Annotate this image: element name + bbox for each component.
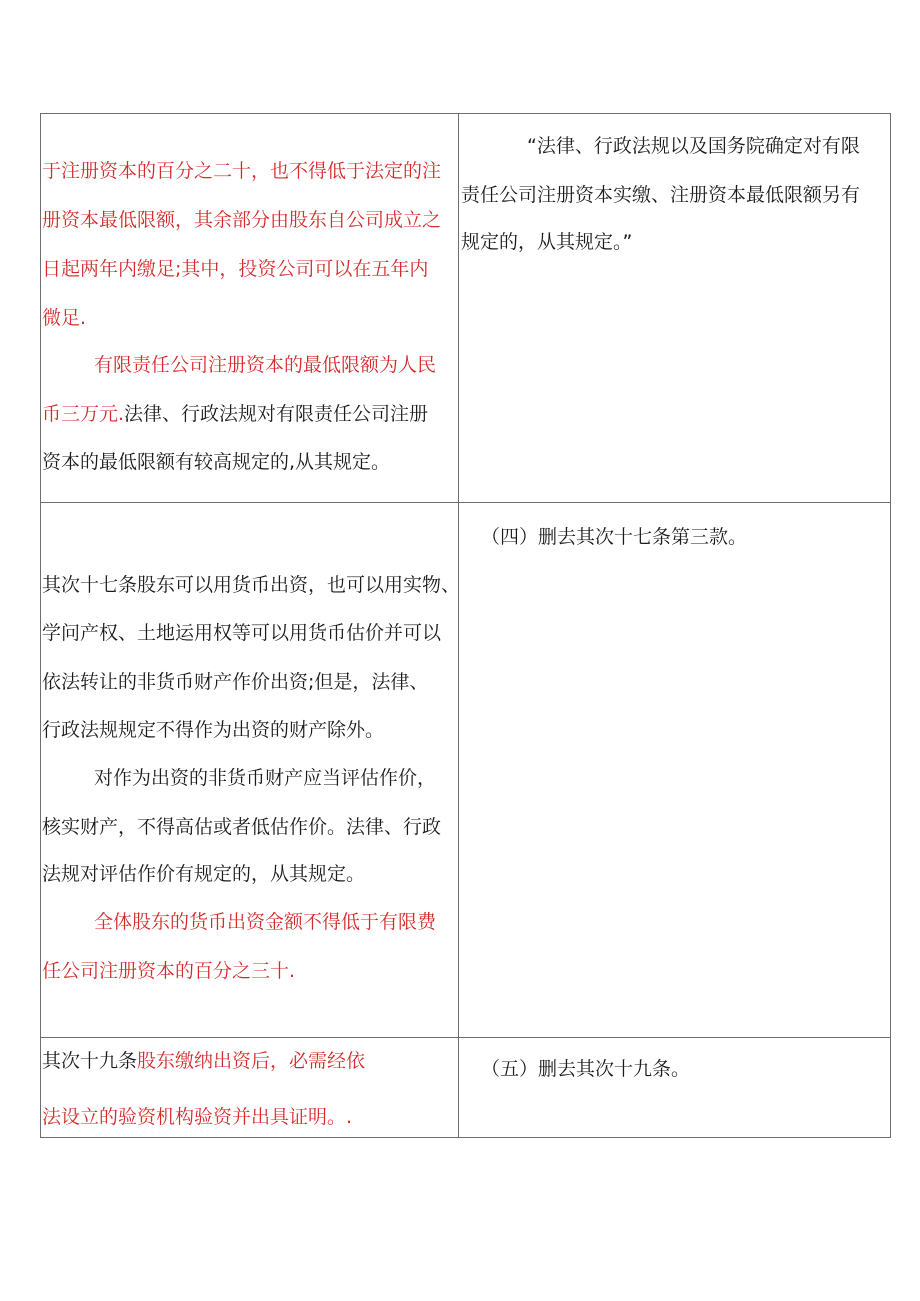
text-line (42, 573, 460, 597)
text-segment: 其次十九条 (42, 1050, 138, 1072)
text-line (94, 766, 436, 790)
text-segment: 任公司注册资本的百分之三十. (42, 960, 296, 982)
row2-revised-text (459, 503, 890, 1037)
text-line (94, 353, 436, 377)
row2-original-text (40, 503, 461, 1037)
text-segment: 于注册资本的百分之二十，也不得低于法定的注 (42, 160, 442, 182)
text-line (42, 450, 390, 474)
text-line (42, 159, 441, 183)
text-segment: 依法转让的非货币财产作价出资;但是，法律、 (42, 671, 429, 693)
text-line (42, 621, 441, 645)
text-line (42, 670, 428, 694)
row-border-bottom (40, 1137, 891, 1138)
text-segment: 核实财产，不得高估或者低估作价。法律、行政 (42, 816, 442, 838)
text-segment: （四）删去其次十七条第三款。 (481, 526, 748, 548)
text-segment: 币三万元. (42, 403, 125, 425)
text-segment: 微足. (42, 307, 87, 329)
text-line (481, 1057, 690, 1081)
text-segment: 法律、行政法规对有限责任公司注册 (124, 403, 429, 425)
text-segment: 对作为出资的非货币财产应当评估作价， (94, 767, 437, 789)
text-segment: “法律、行政法规以及国务院确定对有限 (527, 135, 860, 157)
comparison-table (40, 113, 891, 1138)
text-segment: 其次十七条股东可以用货币出资，也可以用实物、 (42, 574, 461, 596)
text-line (42, 959, 295, 983)
text-line (42, 1049, 365, 1073)
text-line (42, 257, 428, 281)
text-line (42, 402, 428, 426)
row3-revised-text (459, 1038, 890, 1137)
text-segment: 规定的，从其规定。” (461, 231, 633, 253)
text-line (42, 1105, 352, 1129)
row3-original-text (40, 1038, 458, 1137)
text-segment: 法设立的验资机构验资并出具证明。. (42, 1106, 353, 1128)
row1-revised-text (459, 113, 890, 502)
text-line (42, 306, 86, 330)
text-line (42, 208, 441, 232)
text-segment: 法规对评估作价有规定的，从其规定。 (42, 863, 366, 885)
text-line (461, 230, 632, 254)
text-segment: 行政法规规定不得作为出资的财产除外。 (42, 719, 385, 741)
text-line (42, 862, 365, 886)
text-line (94, 910, 436, 934)
text-segment: 责任公司注册资本实缴、注册资本最低限额另有 (461, 184, 861, 206)
text-line (527, 134, 860, 158)
text-line (481, 525, 747, 549)
column-border-right (890, 113, 891, 1138)
text-segment: 全体股东的货币出资金额不得低于有限费 (94, 911, 437, 933)
text-segment: （五）删去其次十九条。 (481, 1058, 691, 1080)
text-segment: 册资本最低限额，其余部分由股东自公司成立之 (42, 209, 442, 231)
text-line (42, 815, 441, 839)
text-segment: 资本的最低限额有较高规定的,从其规定。 (42, 451, 391, 473)
text-line (461, 183, 860, 207)
text-segment: 有限责任公司注册资本的最低限额为人民 (94, 354, 437, 376)
text-line (42, 718, 384, 742)
row1-original-text (40, 113, 458, 502)
text-segment: 股东缴纳出资后，必需经依 (137, 1050, 366, 1072)
text-segment: 日起两年内缴足;其中，投资公司可以在五年内 (42, 258, 429, 280)
text-segment: 学问产权、土地运用权等可以用货币估价并可以 (42, 622, 442, 644)
